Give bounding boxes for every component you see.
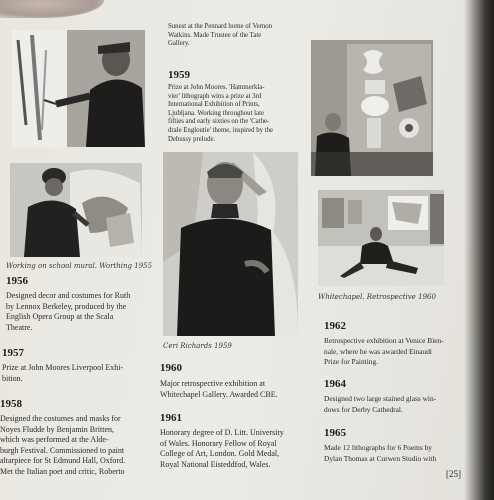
- entry-1957-text: Prize at John Moores Liverpool Exhi- bition.: [2, 363, 124, 383]
- entry-1962-text: Retrospective exhibition at Venice Bien- nale, where he was awarded Einaudi Prize for Painting.: [324, 336, 444, 367]
- photo-artist-with-artwork: [311, 40, 433, 176]
- year-1957: 1957: [2, 347, 24, 359]
- photo-artist-painting: [12, 30, 145, 147]
- year-1964: 1964: [324, 378, 346, 390]
- entry-1956-text: Designed decor and costumes for Ruth by Lennox Berkeley, produced by the English Opera Group at the Scala Theatre.: [6, 291, 131, 332]
- entry-1964-text: Designed two large stained glass win- dows for Derby Cathedral.: [324, 394, 437, 414]
- page-edge-shadow: [464, 0, 494, 500]
- intro-text: Sunest at the Pennard home of Vernon Watkins. Made Trustee of the Tate Gallery.: [168, 23, 273, 48]
- caption-portrait: Ceri Richards 1959: [163, 342, 232, 350]
- entry-1965-text: Made 12 lithographs for 6 Poems by Dylan Thomas at Curwen Studio with: [324, 443, 437, 463]
- year-1959: 1959: [168, 69, 190, 81]
- entry-1959-text: Prize at John Moores. 'Hammerkla- vier' lithograph wins a prize at 3rd International Exhibition of Prints, Ljubljana. Working throughout late fifties and early sixties on the 'Cathe- drale Engloutie' theme, inspired by the Debussy prelude.: [168, 84, 274, 143]
- entry-1961-text: Honorary degree of D. Litt. University of Wales. Honorary Fellow of Royal College of Art, London. Gold Medal, Royal National Eisteddfod, Wales.: [160, 428, 284, 469]
- photo-whitechapel-retrospective: [318, 190, 444, 286]
- entry-1960-text: Major retrospective exhibition at Whitechapel Gallery. Awarded CBE.: [160, 379, 278, 399]
- year-1956: 1956: [6, 275, 28, 287]
- entry-1958-text: Designed the costumes and masks for Noyes Fludde by Benjamin Britten, which was performed at the Alde- burgh Festival. Commissioned to paint altarpiece for St Edmund Hall, Oxford. Met the Italian poet and critic, Roberto: [0, 414, 126, 476]
- page-number: [25]: [446, 469, 461, 479]
- photo-ceri-richards-portrait: [163, 152, 298, 336]
- year-1961: 1961: [160, 412, 182, 424]
- year-1958: 1958: [0, 398, 22, 410]
- photo-school-mural: [10, 163, 142, 257]
- year-1960: 1960: [160, 362, 182, 374]
- caption-mural: Working on school mural. Worthing 1955: [6, 262, 153, 270]
- caption-whitechapel: Whitechapel, Retrospective 1960: [318, 293, 436, 301]
- year-1965: 1965: [324, 427, 346, 439]
- year-1962: 1962: [324, 320, 346, 332]
